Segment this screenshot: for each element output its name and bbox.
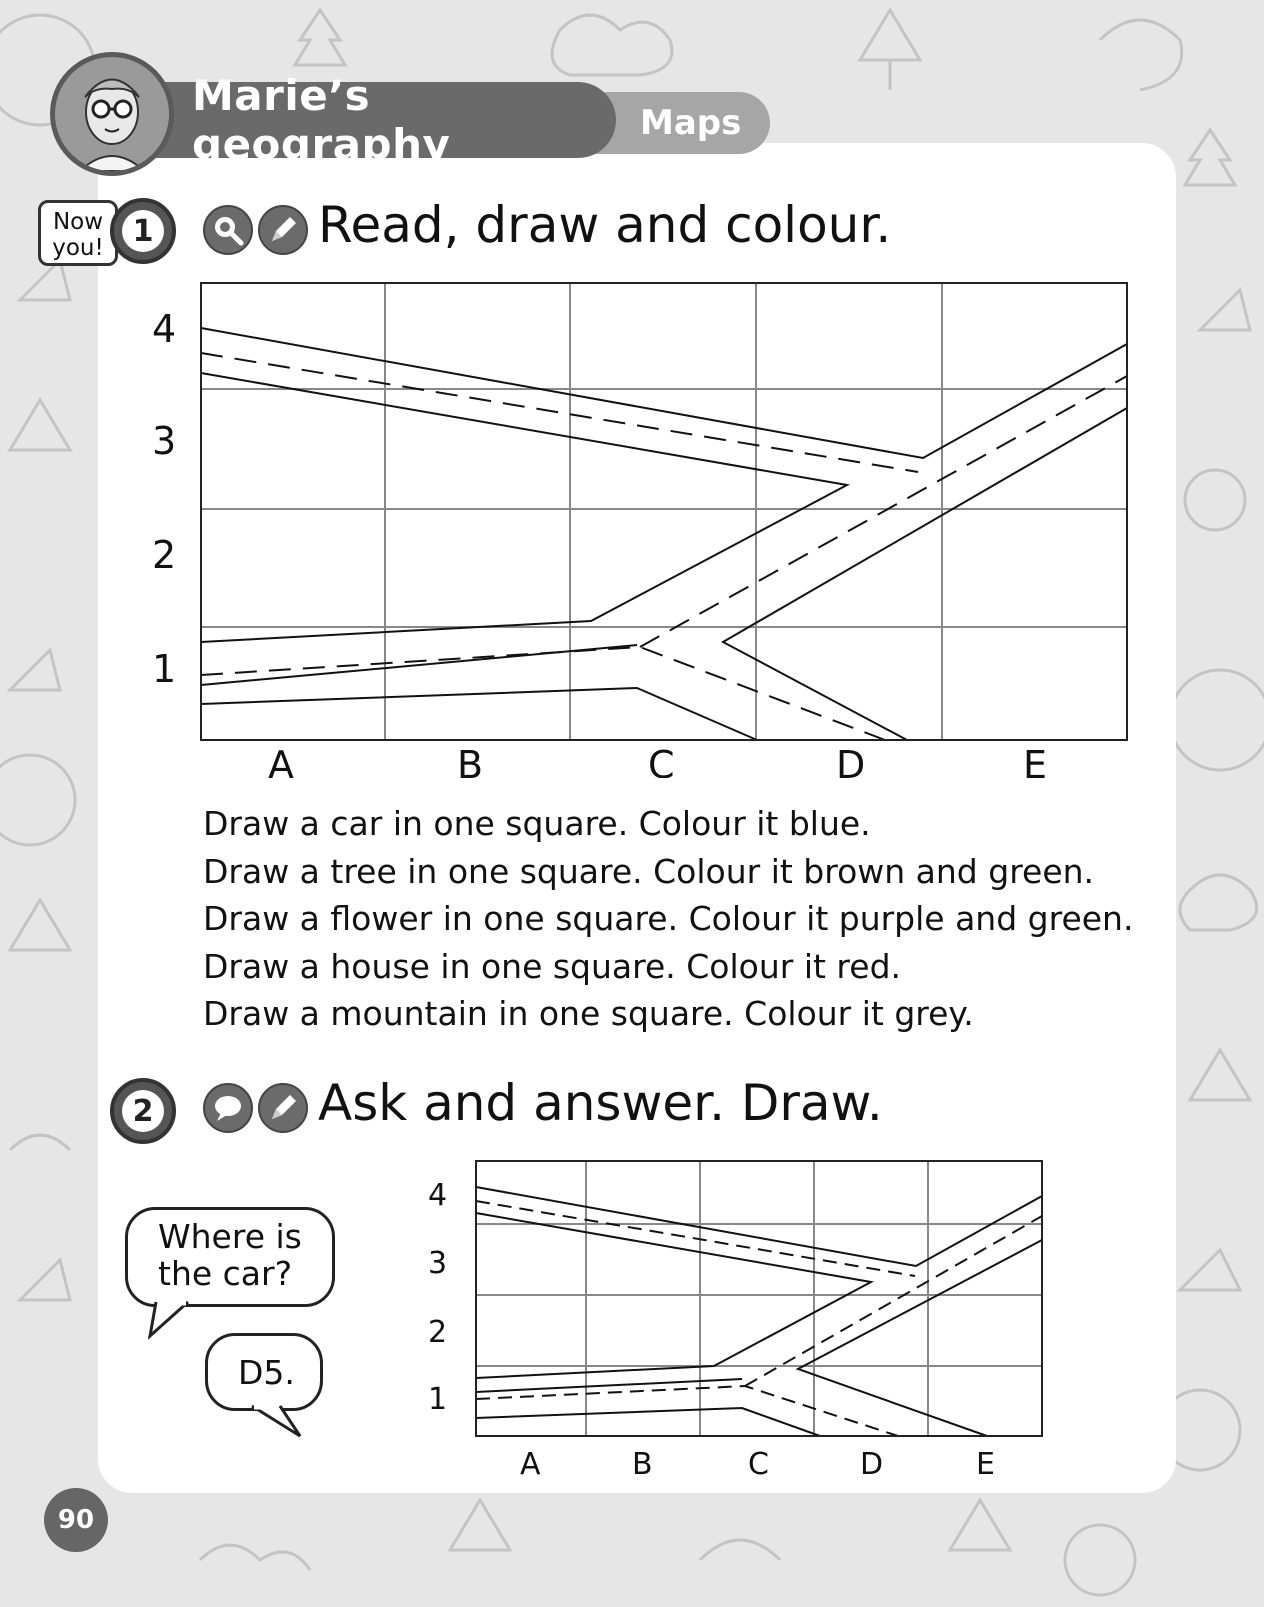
row-label-4: 4 (152, 307, 177, 351)
now-you-badge-line1: Now (52, 209, 104, 235)
instruction-item: Draw a tree in one square. Colour it brown and green. (203, 851, 1095, 891)
row-label-3: 3 (428, 1246, 448, 1281)
exercise-2-number-badge (110, 1078, 176, 1144)
answer-bubble-tail (250, 1404, 310, 1444)
answer-text: D5. (238, 1353, 295, 1392)
answer-bubble (205, 1333, 323, 1411)
speech-bubble-icon (203, 1083, 253, 1133)
exercise-2-map-grid (420, 1156, 1060, 1476)
marie-portrait-icon (55, 57, 169, 171)
question-bubble (125, 1207, 335, 1307)
avatar (50, 52, 174, 176)
column-label-d: D (860, 1447, 884, 1476)
page-number: 90 (44, 1488, 108, 1552)
column-label-a: A (268, 743, 294, 778)
instruction-item: Draw a mountain in one square. Colour it grey. (203, 994, 974, 1033)
row-label-1: 1 (428, 1382, 448, 1417)
question-text: Where is the car? (158, 1217, 302, 1293)
exercise-1-number: 1 (122, 210, 164, 252)
exercise-1-heading: Read, draw and colour. (318, 196, 892, 254)
exercise-1-map-grid (150, 278, 1130, 778)
question-bubble-tail (148, 1300, 208, 1340)
row-label-1: 1 (152, 647, 177, 691)
column-label-d: D (836, 743, 866, 778)
now-you-badge (38, 200, 118, 266)
column-label-c: C (648, 743, 675, 778)
instruction-item: Draw a house in one square. Colour it red. (203, 946, 902, 986)
row-label-3: 3 (152, 419, 177, 463)
title-bar (150, 71, 616, 169)
row-label-4: 4 (428, 1178, 448, 1213)
pencil-icon (258, 1083, 308, 1133)
column-label-a: A (520, 1447, 541, 1476)
column-label-e: E (976, 1447, 995, 1476)
exercise-2-heading: Ask and answer. Draw. (318, 1074, 883, 1132)
column-label-e: E (1023, 743, 1048, 778)
exercise-1-number-badge (110, 198, 176, 264)
column-label-b: B (457, 743, 484, 778)
instruction-item: Draw a flower in one square. Colour it purple and green. (203, 899, 1134, 938)
page-title: Marie’s geography (192, 71, 451, 169)
instruction-list (203, 800, 1133, 1038)
instruction-item: Draw a car in one square. Colour it blue. (203, 804, 871, 843)
exercise-2-number: 2 (122, 1090, 164, 1132)
now-you-badge-line2: you! (52, 235, 104, 261)
row-label-2: 2 (428, 1315, 448, 1350)
column-label-c: C (748, 1447, 769, 1476)
page-subtitle: Maps (640, 103, 742, 143)
magnifier-icon (203, 205, 253, 255)
row-label-2: 2 (152, 533, 177, 577)
pencil-icon (258, 205, 308, 255)
column-label-b: B (632, 1447, 653, 1476)
